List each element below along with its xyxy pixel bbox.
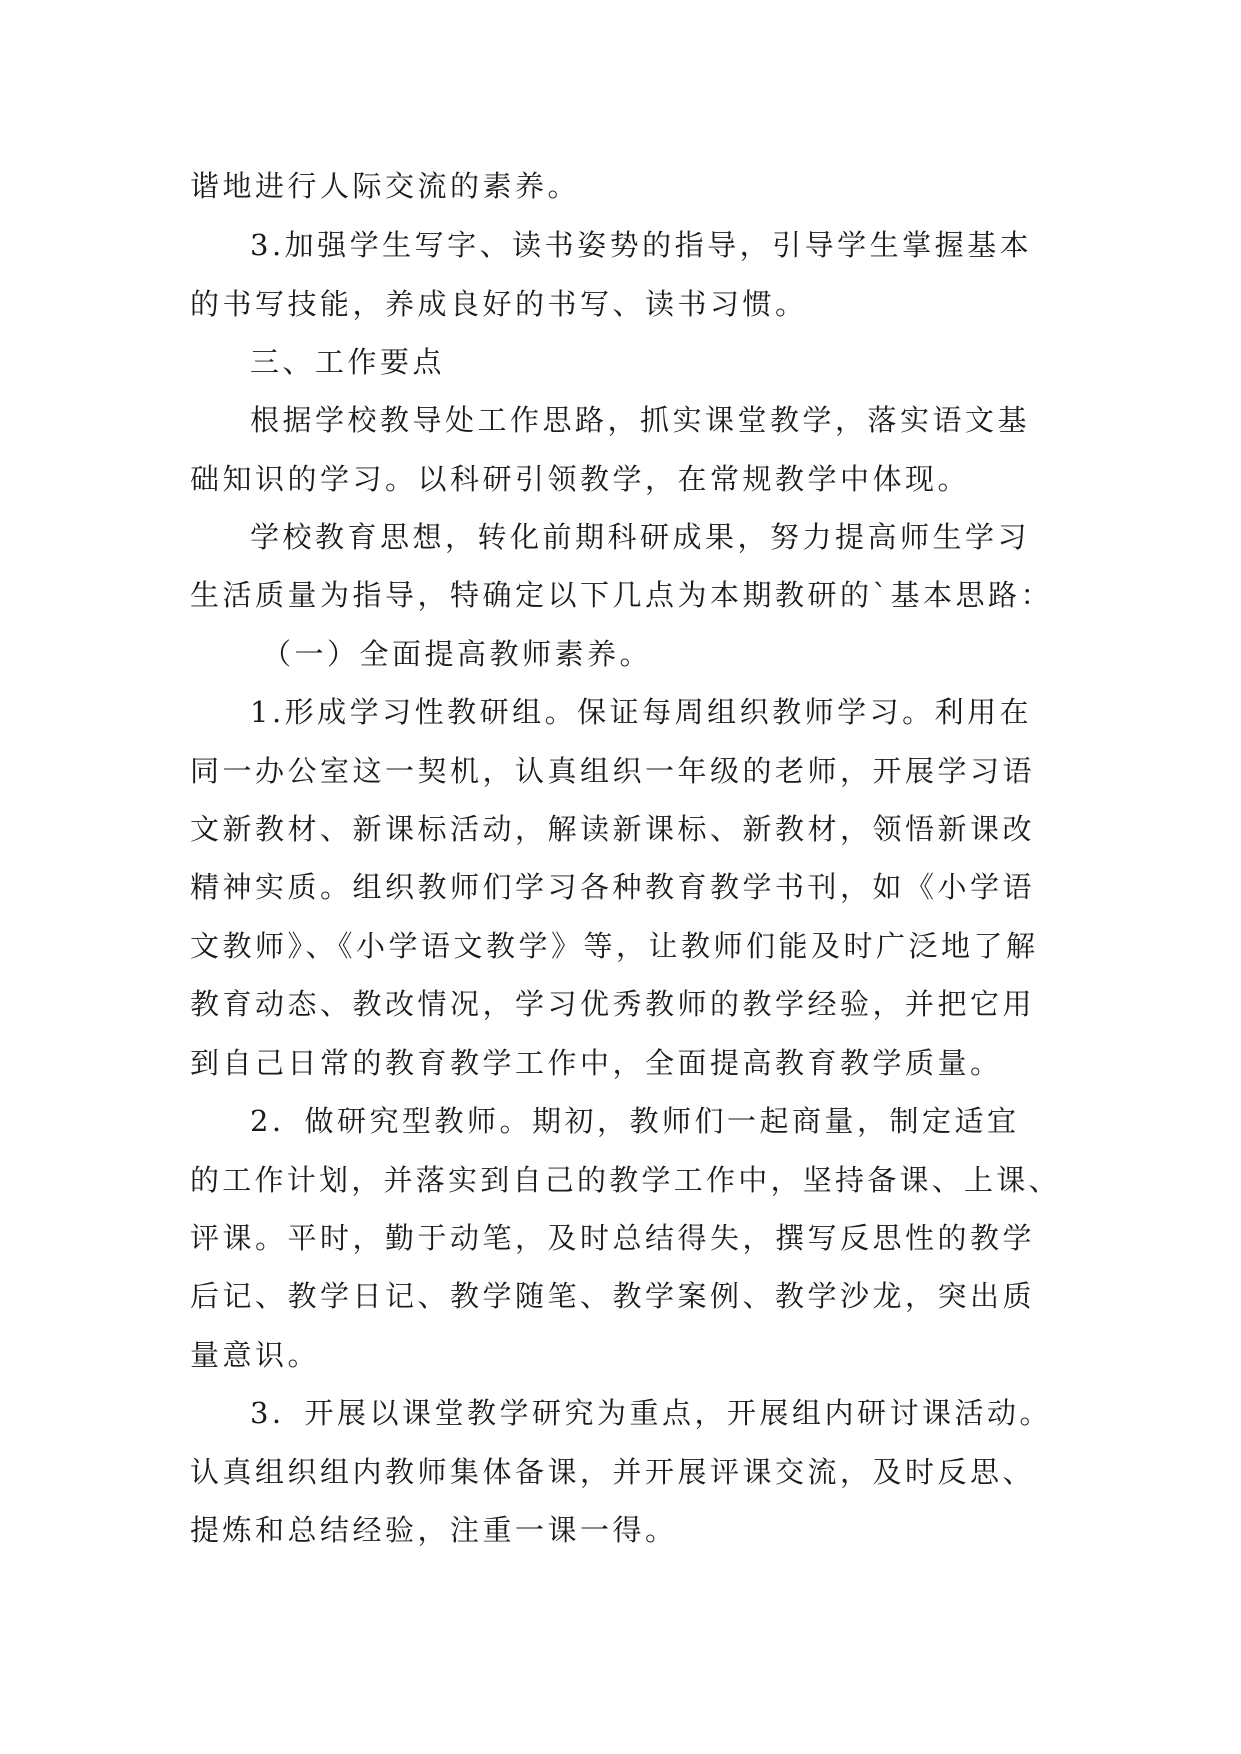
text-line: 精神实质。组织教师们学习各种教育教学书刊，如《小学语	[190, 870, 1036, 904]
text-line: 评课。平时，勤于动笔，及时总结得失，撰写反思性的教学	[190, 1221, 1036, 1255]
text-line: 提炼和总结经验，注重一课一得。	[190, 1513, 678, 1547]
subsection-heading: （一）全面提高教师素养。	[262, 637, 653, 671]
text-line: 认真组织组内教师集体备课，并开展评课交流，及时反思、	[190, 1455, 1036, 1489]
text-line: 的工作计划，并落实到自己的教学工作中，坚持备课、上课、	[190, 1163, 1061, 1197]
text-line: 谐地进行人际交流的素养。	[190, 169, 581, 203]
text-line: 教育动态、教改情况，学习优秀教师的教学经验，并把它用	[190, 987, 1036, 1021]
text-line: 的书写技能，养成良好的书写、读书习惯。	[190, 287, 808, 321]
text-line: 学校教育思想，转化前期科研成果，努力提高师生学习	[250, 520, 1031, 554]
text-line: 到自己日常的教育教学工作中，全面提高教育教学质量。	[190, 1046, 1003, 1080]
text-line: 后记、教学日记、教学随笔、教学案例、教学沙龙，突出质	[190, 1279, 1036, 1313]
text-line: 础知识的学习。以科研引领教学，在常规教学中体现。	[190, 462, 971, 496]
text-line: 2．做研究型教师。期初，教师们一起商量，制定适宜	[250, 1104, 1020, 1138]
text-line: 文新教材、新课标活动，解读新课标、新教材，领悟新课改	[190, 812, 1036, 846]
text-line: 量意识。	[190, 1338, 321, 1372]
text-line: 同一办公室这一契机，认真组织一年级的老师，开展学习语	[190, 754, 1036, 788]
section-heading: 三、工作要点	[250, 345, 446, 379]
text-line: 3．开展以课堂教学研究为重点，开展组内研讨课活动。	[250, 1396, 1052, 1430]
text-line: 生活质量为指导，特确定以下几点为本期教研的`基本思路：	[190, 578, 1054, 612]
text-line: 根据学校教导处工作思路，抓实课堂教学，落实语文基	[250, 403, 1031, 437]
text-line: 文教师》、《小学语文教学》等，让教师们能及时广泛地了解	[190, 929, 1039, 963]
text-line: 1.形成学习性教研组。保证每周组织教师学习。利用在	[250, 695, 1033, 729]
text-line: 3.加强学生写字、读书姿势的指导，引导学生掌握基本	[250, 228, 1033, 262]
